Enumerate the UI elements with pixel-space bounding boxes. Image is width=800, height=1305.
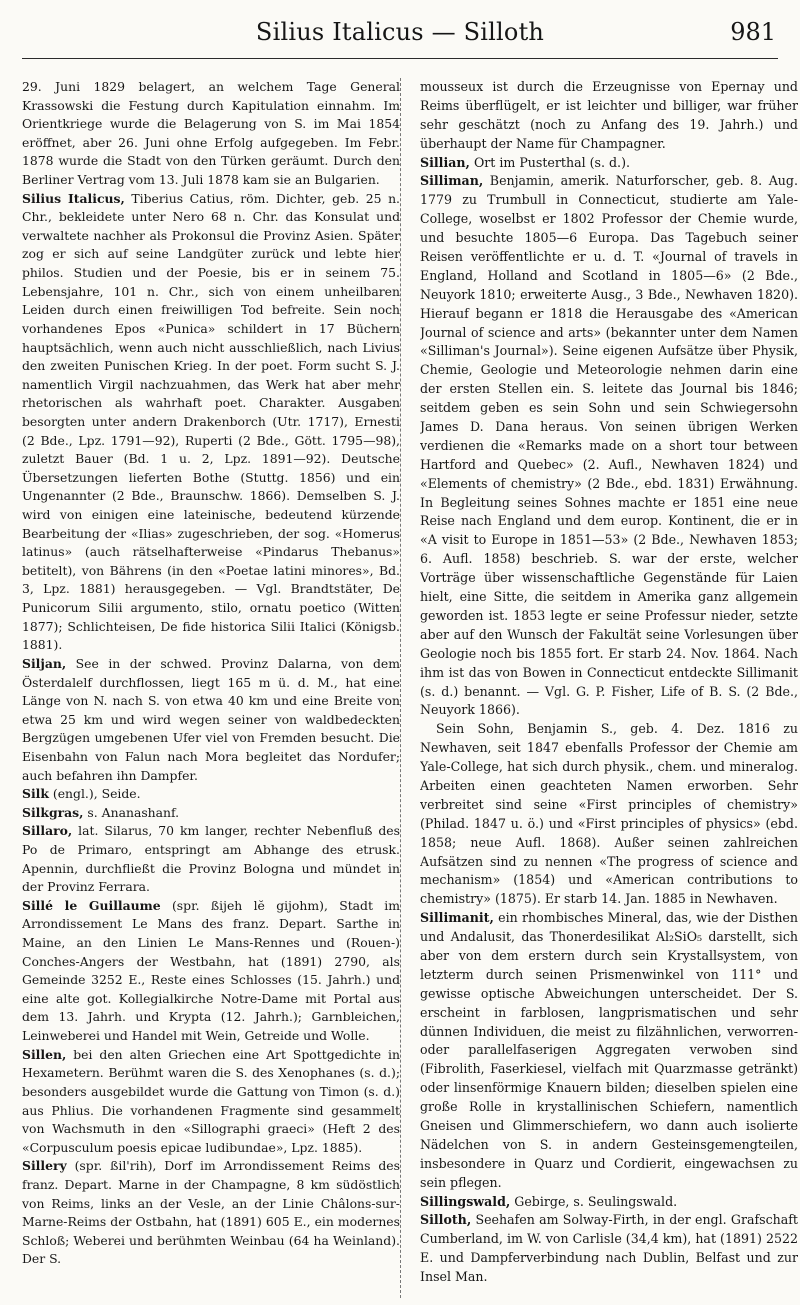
dictionary-entry [22, 190, 400, 655]
dictionary-entry [420, 154, 798, 173]
entry-headword: Silius Italicus, [22, 190, 125, 206]
entry-text: ein rhombisches Mineral, das, wie der Disthen und Andalusit, das Thonerdesilikat Al₂SiO₅ darstellt, sich aber von dem erstern durch sein Krystallsystem, von letzterm durch seinen Prismenwinkel von 111° und gewisse optische Abweichungen unterscheidet. Der S. erscheint in farblosen, langprismatischen und sehr dünnen Individuen, die meist zu filzähnlichen, verworren- oder parallelfaserigen Aggregaten verwoben sind (Fibrolith, Faserkiesel, vielfach mit Quarzmasse getränkt) oder linsenförmige Knauern bilden; dieselben spielen eine große Rolle in krystallinischen Schiefern, namentlich Gneisen und Glimmerschiefern, wo dann auch isolierte Nädelchen von S. in andern Gesteinsgemengteilen, insbesondere in Quarz und Cordierit, eingewachsen zu sein pflegen. [420, 910, 798, 1190]
entry-text: Benjamin, amerik. Naturforscher, geb. 8. Aug. 1779 zu Trumbull in Connecticut, studierte am Yale-College, woselbst er 1802 Professor der Chemie wurde, und besuchte 1805—6 Europa. Das Tagebuch seiner Reisen veröffentlichte er u. d. T. «Journal of travels in England, Holland and Scotland in 1805—6» (2 Bde., Neuyork 1810; erweiterte Ausg., 3 Bde., Newhaven 1820). Hierauf begann er 1818 die Herausgabe des «American Journal of science and arts» (bekannter unter dem Namen «Silliman's Journal»). Seine eigenen Aufsätze über Physik, Chemie, Geologie und Meteorologie nehmen darin eine der ersten Stellen ein. S. leitete das Journal bis 1846; seitdem geben es sein Sohn und sein Schwiegersohn James D. Dana heraus. Von seinen übrigen Werken verdienen die «Remarks made on a short tour between Hartford and Quebec» (2. Aufl., Newhaven 1824) und «Elements of chemistry» (2 Bde., ebd. 1831) Erwähnung. In Begleitung seines Sohnes machte er 1851 eine neue Reise nach England und dem europ. Kontinent, die er in «A visit to Europe in 1851—53» (2 Bde., Newhaven 1853; 6. Aufl. 1858) beschrieb. S. war der erste, welcher Vorträge über wissenschaftliche Gegenstände für Laien hielt, eine Sitte, die seitdem in Amerika ganz allgemein geworden ist. 1853 legte er seine Professur nieder, setzte aber auf den Wunsch der Fakultät seine Vorlesungen über Geologie noch bis 1855 fort. Er starb 24. Nov. 1864. Nach ihm ist das von Bowen in Connecticut entdeckte Sillimanit (s. d.) benannt. — Vgl. G. P. Fisher, Life of B. S. (2 Bde., Neuyork 1866). [420, 173, 798, 718]
dictionary-entry [22, 804, 400, 823]
right-column [420, 78, 798, 1298]
dictionary-entry [22, 655, 400, 785]
entry-headword: Sillaro, [22, 823, 73, 839]
dictionary-entry [22, 1157, 400, 1269]
running-head: Silius Italicus — Silloth [255, 18, 545, 46]
entry-headword: Sillimanit, [420, 910, 494, 926]
dictionary-entry [420, 1211, 798, 1287]
page-header [22, 8, 778, 59]
entry-headword: Sillé le Guillaume [22, 897, 161, 913]
dictionary-entry [22, 1046, 400, 1158]
entry-headword: Silkgras, [22, 804, 84, 820]
entry-text: (engl.), Seide. [48, 786, 141, 802]
entry-text: Tiberius Catius, röm. Dichter, geb. 25 n. Chr., bekleidete unter Nero 68 n. Chr. das Konsulat und verwaltete nachher als Prokonsul die Provinz Asien. Später zog er sich auf seine Landgüter zurück und lebte hier philos. Studien und der Poesie, bis er in seinem 75. Lebensjahre, 101 n. Chr., sich von einem unheilbaren Leiden durch einen freiwilligen Tod befreite. Sein noch vorhandenes Epos «Punica» schildert in 17 Büchern hauptsächlich, wenn auch nicht ausschließlich, nach Livius den zweiten Punischen Krieg. In der poet. Form sucht S. J. namentlich Virgil nachzuahmen, das Werk hat aber mehr rhetorischen als wahrhaft poet. Charakter. Ausgaben besorgten unter andern Drakenborch (Utr. 1717), Ernesti (2 Bde., Lpz. 1791—92), Ruperti (2 Bde., Gött. 1795—98), zuletzt Bauer (Bd. 1 u. 2, Lpz. 1891—92). Deutsche Übersetzungen lieferten Bothe (Stuttg. 1856) und ein Ungenannter (2 Bde., Braunschw. 1866). Demselben S. J. wird von einigen eine lateinische, bedeutend kürzende Bearbeitung der «Ilias» zugeschrieben, der sog. «Homerus latinus» (auch rätselhafterweise «Pindarus Thebanus» betitelt), von Bährens (in den «Poetae latini minores», Bd. 3, Lpz. 1881) herausgegeben. — Vgl. Brandtstäter, De Punicorum Silii argumento, stilo, ornatu poetico (Witten 1877); Schlichteisen, De fide historica Silii Italici (Königsb. 1881). [22, 190, 400, 653]
entry-headword: Sillian, [420, 154, 470, 170]
entry-text: (spr. ßijeh lĕ gijohm), Stadt im Arrondissement Le Mans des franz. Depart. Sarthe in Maine, an den Linien Le Mans-Rennes und (Rouen-) Conches-Angers der Westbahn, hat (1891) 2790, als Gemeinde 3252 E., Reste eines Schlosses (15. Jahrh.) und eine alte got. Kollegialkirche Notre-Dame mit Portal aus dem 13. Jahrh. und Krypta (12. Jahrh.); Garnbleichen, Leinweberei und Handel mit Wein, Getreide und Wolle. [22, 897, 400, 1044]
sub-entry-paragraph: Sein Sohn, Benjamin S., geb. 4. Dez. 1816 zu Newhaven, seit 1847 ebenfalls Professor der Chemie am Yale-College, hat sich durch physik., chem. und mineralog. Arbeiten einen geachteten Namen erworben. Sehr verbreitet sind seine «First principles of chemistry» (Philad. 1847 u. ö.) und «First principles of physics» (ebd. 1858; neue Aufl. 1868). Außer seinen zahlreichen Aufsätzen sind zu nennen «The progress of science and mechanism» (1854) und «American contributions to chemistry» (1875). Er starb 14. Jan. 1885 in Newhaven. [420, 721, 798, 907]
entry-text: bei den alten Griechen eine Art Spottgedichte in Hexametern. Berühmt waren die S. des Xenophanes (s. d.); besonders ausgebildet wurde die Gattung von Timon (s. d.) aus Phlius. Die vorhandenen Fragmente sind gesammelt von Wachsmuth in den «Sillographi graeci» (Heft 2 des «Corpusculum poesis epicae ludibundae», Lpz. 1885). [22, 1046, 400, 1155]
entry-text: Gebirge, s. Seulingswald. [510, 1193, 678, 1209]
entry-text: Ort im Pusterthal (s. d.). [469, 154, 630, 170]
continued-paragraph: mousseux ist durch die Erzeugnisse von Epernay und Reims überflügelt, er ist leichter und billiger, war früher sehr geschätzt (noch zu Anfang des 19. Jahrh.) und überhaupt der Name für Champagner. [420, 79, 798, 151]
entry-text: See in der schwed. Provinz Dalarna, von dem Österdalelf durchflossen, liegt 165 m ü. d. M., hat eine Länge von N. nach S. von etwa 40 km und eine Breite von etwa 25 km und wird wegen seiner von waldbedeckten Bergzügen umgebenen Ufer viel von Fremden besucht. Die Eisenbahn von Falun nach Mora begleitet das Nordufer; auch befahren ihn Dampfer. [22, 655, 400, 783]
entry-headword: Silk [22, 786, 49, 802]
entry-headword: Siljan, [22, 655, 67, 671]
entry-headword: Silliman, [420, 173, 484, 189]
continued-paragraph: 29. Juni 1829 belagert, an welchem Tage General Krassowski die Festung durch Kapitulation einnahm. Im Orientkriege wurde die Belagerung von S. im Mai 1854 eröffnet, aber 26. Juni ohne Erfolg aufgegeben. Im Febr. 1878 wurde die Stadt von den Türken geräumt. Durch den Berliner Vertrag vom 13. Juli 1878 kam sie an Bulgarien. [22, 79, 400, 188]
entry-text: (spr. ßil'rih), Dorf im Arrondissement Reims des franz. Depart. Marne in der Champagne, 8 km südöstlich von Reims, links an der Vesle, an der Linie Châlons-sur-Marne-Reims der Ostbahn, hat (1891) 605 E., ein modernes Schloß; Weberei und berühmten Weinbau (64 ha Weinland). Der S. [22, 1158, 400, 1267]
dictionary-entry [22, 822, 400, 896]
entry-text: Seehafen am Solway-Firth, in der engl. Grafschaft Cumberland, im W. von Carlisle (34,4 km), hat (1891) 2522 E. und Dampferverbindung nach Dublin, Belfast und zur Insel Man. [420, 1212, 798, 1285]
dictionary-entry [420, 1193, 798, 1212]
entry-headword: Sillery [22, 1158, 67, 1174]
dictionary-entry [420, 909, 798, 1192]
left-column [22, 78, 400, 1298]
page-number: 981 [730, 18, 776, 46]
entry-text: lat. Silarus, 70 km langer, rechter Nebenfluß des Po de Primaro, entspringt am Abhange des etrusk. Apennin, durchfließt die Provinz Bologna und mündet in der Provinz Ferrara. [22, 823, 400, 895]
entry-headword: Silloth, [420, 1212, 472, 1228]
entry-headword: Sillen, [22, 1046, 67, 1062]
dictionary-entry [22, 897, 400, 1046]
entry-text: s. Ananashanf. [83, 804, 180, 820]
column-divider [400, 78, 401, 1298]
dictionary-entry [22, 785, 400, 804]
entry-headword: Sillingswald, [420, 1193, 511, 1209]
dictionary-entry [420, 172, 798, 720]
